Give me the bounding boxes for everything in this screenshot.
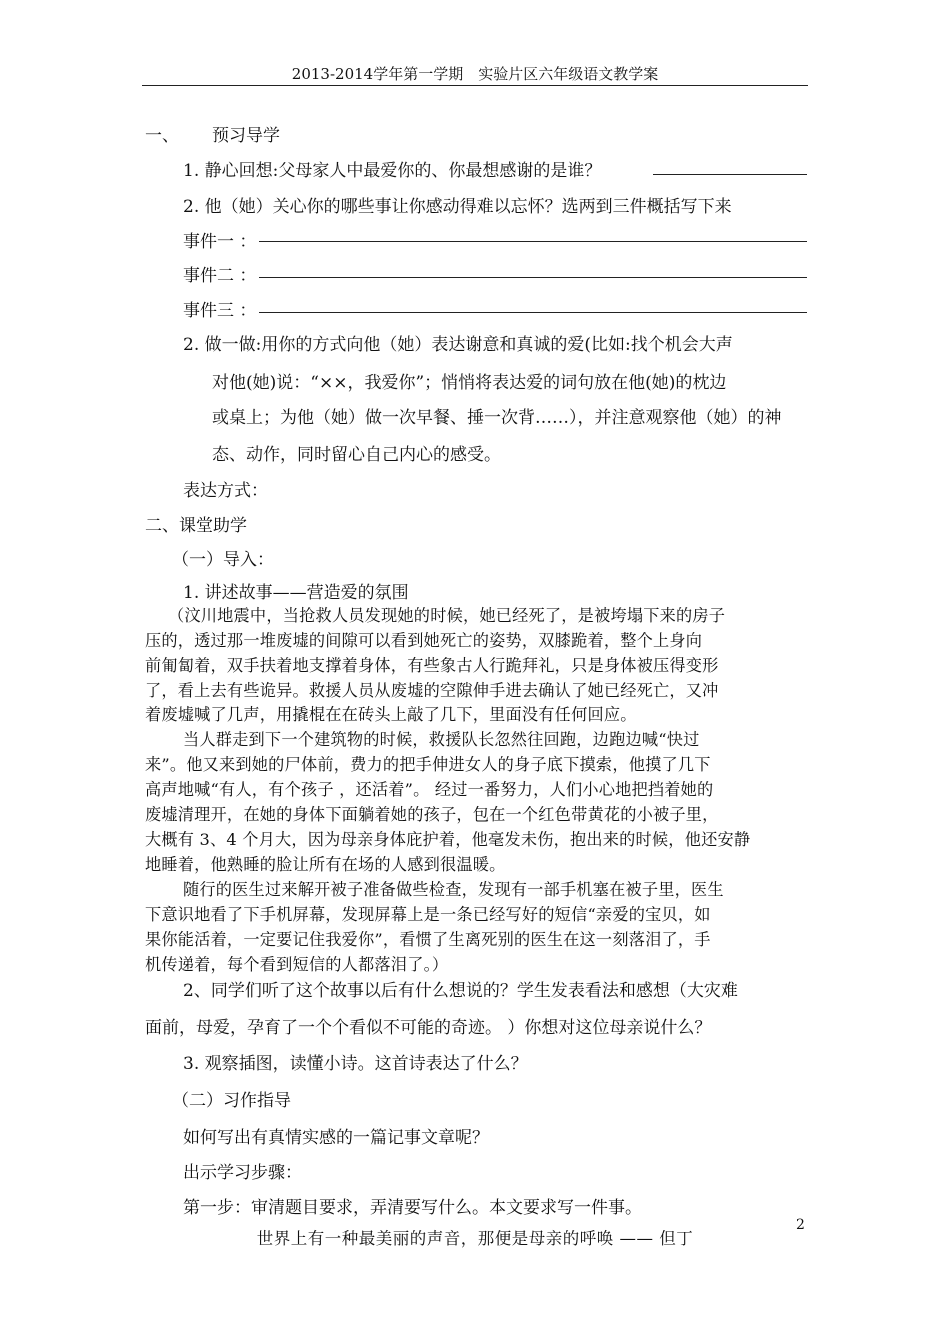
story-title: 1. 讲述故事——营造爱的氛围	[183, 583, 409, 603]
answer-blank-1	[653, 174, 807, 175]
header-rule	[142, 85, 808, 86]
expression-label: 表达方式：	[183, 481, 268, 501]
story-line: （汶川地震中，当抢救人员发现她的时候，她已经死了，是被垮塌下来的房子	[168, 606, 726, 625]
page-header: 2013-2014学年第一学期 实验片区六年级语文教学案	[291, 65, 659, 83]
story-line: 大概有 3、4 个月大，因为母亲身体庇护着，他毫发未伤，抱出来的时候，他还安静	[145, 830, 751, 849]
story-line: 果你能活着，一定要记住我爱你”，看惯了生离死别的医生在这一刻落泪了，手	[145, 930, 711, 949]
footer-quote: 世界上有一种最美丽的声音，那便是母亲的呼唤 —— 但丁	[256, 1229, 694, 1248]
story-line: 了，看上去有些诡异。救援人员从废墟的空隙伸手进去确认了她已经死亡，又冲	[145, 681, 719, 700]
event-label-2: 事件二 ：	[183, 266, 257, 286]
story-line: 压的，透过那一堆废墟的间隙可以看到她死亡的姿势，双膝跪着，整个上身向	[145, 631, 703, 650]
preview-task-line-2: 对他(她)说：“××，我爱你”；悄悄将表达爱的词句放在他(她)的枕边	[212, 373, 727, 393]
event-label-3: 事件三 ：	[183, 301, 257, 321]
preview-task-line-1: 2. 做一做:用你的方式向他（她）表达谢意和真诚的爱(比如:找个机会大声	[183, 335, 733, 355]
story-line: 前匍匐着，双手扶着地支撑着身体，有些象古人行跪拜礼，只是身体被压得变形	[145, 656, 719, 675]
story-line: 当人群走到下一个建筑物的时候，救援队长忽然往回跑，边跑边喊“快过	[183, 730, 700, 749]
preview-task-line-4: 态、动作，同时留心自己内心的感受。	[212, 445, 501, 465]
event-label-1: 事件一 ：	[183, 232, 257, 252]
step-1: 第一步：审清题目要求，弄清要写什么。本文要求写一件事。	[183, 1198, 642, 1218]
story-line: 着废墟喊了几声，用撬棍在在砖头上敲了几下，里面没有任何回应。	[145, 705, 637, 724]
story-line: 地睡着，他熟睡的脸让所有在场的人感到很温暖。	[145, 855, 506, 874]
writing-guide-question: 如何写出有真情实感的一篇记事文章呢？	[183, 1128, 489, 1148]
event-blank-3	[259, 312, 807, 313]
discussion-question-line-2: 面前，母爱，孕育了一个个看似不可能的奇迹。 ）你想对这位母亲说什么？	[145, 1018, 712, 1038]
story-line: 机传递着，每个看到短信的人都落泪了。）	[145, 955, 449, 974]
preview-question-2: 2. 他（她）关心你的哪些事让你感动得难以忘怀？选两到三件概括写下来	[183, 197, 732, 217]
story-line: 高声地喊“有人，有个孩子 ，还活着”。 经过一番努力，人们小心地把挡着她的	[145, 780, 714, 799]
section2-title: 二、课堂助学	[145, 516, 247, 536]
section1-title: 预习导学	[212, 126, 280, 146]
story-line: 下意识地看了下手机屏幕，发现屏幕上是一条已经写好的短信“亲爱的宝贝，如	[145, 905, 711, 924]
event-blank-1	[259, 241, 807, 242]
section1-number: 一、	[145, 126, 179, 146]
steps-intro: 出示学习步骤：	[183, 1163, 302, 1183]
writing-guide-heading: （二）习作指导	[172, 1091, 291, 1111]
story-line: 随行的医生过来解开被子准备做些检查，发现有一部手机塞在被子里，医生	[183, 880, 724, 899]
poem-question: 3. 观察插图，读懂小诗。这首诗表达了什么？	[183, 1054, 528, 1074]
discussion-question-line-1: 2、同学们听了这个故事以后有什么想说的？学生发表看法和感想（大灾难	[183, 981, 738, 1001]
story-line: 来”。他又来到她的尸体前，费力的把手伸进女人的身子底下摸索，他摸了几下	[145, 755, 711, 774]
preview-question-1: 1. 静心回想:父母家人中最爱你的、你最想感谢的是谁？	[183, 161, 602, 181]
preview-task-line-3: 或桌上；为他（她）做一次早餐、捶一次背……），并注意观察他（她）的神	[212, 408, 782, 428]
event-blank-2	[259, 277, 807, 278]
intro-heading: （一）导入：	[172, 550, 274, 570]
story-line: 废墟清理开，在她的身体下面躺着她的孩子，包在一个红色带黄花的小被子里，	[145, 805, 719, 824]
page-number: 2	[796, 1217, 805, 1233]
